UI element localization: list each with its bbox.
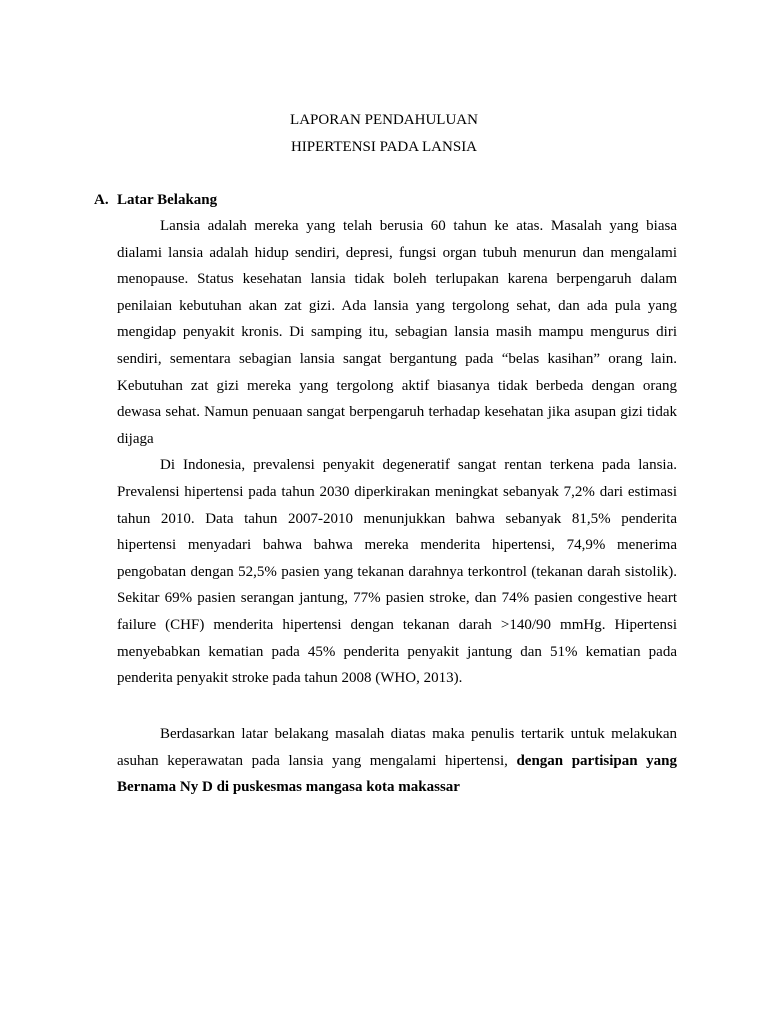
paragraph-lansia: Lansia adalah mereka yang telah berusia 60 tahun ke atas. Masalah yang biasa dialami lansia adalah hidup sendiri, depresi, fungsi organ tubuh menurun dan mengalami menopause. Status kesehatan lansia tidak boleh terlupakan karena berpengaruh dalam penilaian kebutuhan akan zat gizi. Ada lansia yang tergolong sehat, dan ada pula yang mengidap penyakit kronis. Di samping itu, sebagian lansia masih mampu mengurus diri sendiri, sementara sebagian lansia sangat bergantung pada “belas kasihan” orang lain. Kebutuhan zat gizi mereka yang tergolong aktif biasanya tidak berbeda dengan orang dewasa sehat. Namun penuaan sangat berpengaruh terhadap kesehatan jika asupan gizi tidak dijaga xyxy=(117,218,677,447)
closing-text-block xyxy=(117,721,677,801)
closing-text: Berdasarkan latar belakang masalah diatas maka penulis tertarik untuk melakukan asuhan keperawatan pada lansia yang mengalami hipertensi, xyxy=(117,726,677,769)
section-heading-text: Latar Belakang xyxy=(117,192,218,208)
body-text-block xyxy=(117,213,677,692)
paragraph-prevalensi: Di Indonesia, prevalensi penyakit degeneratif sangat rentan terkena pada lansia. Prevalensi hipertensi pada tahun 2030 diperkirakan meningkat sebanyak 7,2% dari estimasi tahun 2010. Data tahun 2007-2010 menunjukkan bahwa sebanyak 81,5% penderita hipertensi menyadari bahwa bahwa mereka menderita hipertensi, 74,9% menerima pengobatan dengan 52,5% pasien yang tekanan darahnya terkontrol (tekanan darah sistolik). Sekitar 69% pasien serangan jantung, 77% pasien stroke, dan 74% pasien congestive heart failure (CHF) menderita hipertensi dengan tekanan darah >140/90 mmHg. Hipertensi menyebabkan kematian pada 45% penderita penyakit jantung dan 51% kematian pada penderita penyakit stroke pada tahun 2008 (WHO, 2013). xyxy=(117,457,677,687)
document-title-line-2: HIPERTENSI PADA LANSIA xyxy=(290,139,478,155)
paragraph-closing xyxy=(117,721,677,801)
document-title-line-1: LAPORAN PENDAHULUAN xyxy=(290,112,478,128)
section-heading xyxy=(94,190,217,210)
section-letter: A. xyxy=(94,192,109,208)
closing-bold-text: dengan partisipan yang Bernama Ny D di puskesmas mangasa kota makassar xyxy=(117,752,677,796)
